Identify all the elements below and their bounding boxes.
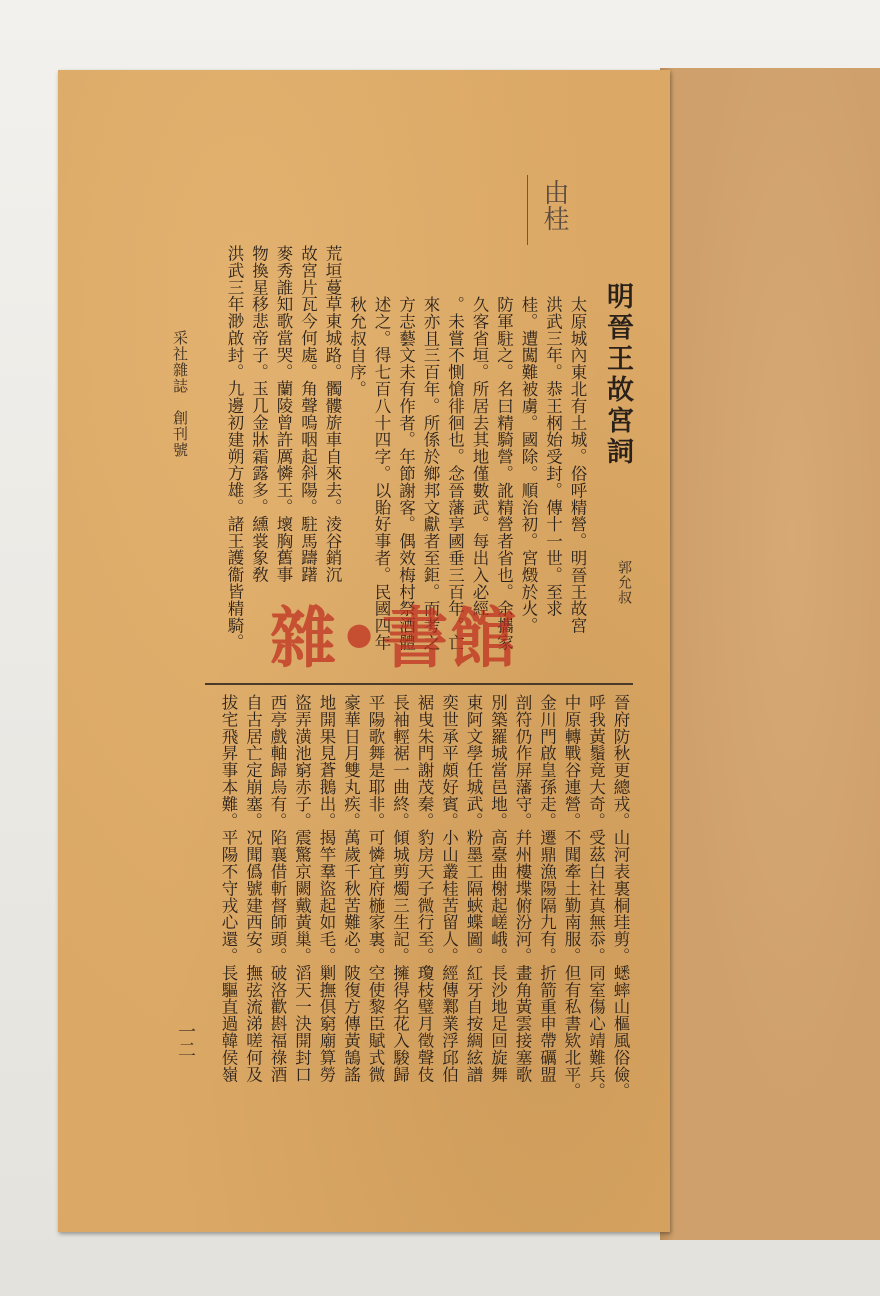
- lower-text-column: 中原轉戰谷連營。不聞牽土勤南服。但有私書欵北平。: [562, 694, 581, 1100]
- upper-text-column: 桂。遭闖難被虜。國除。順治初。宮燬於火。: [519, 296, 538, 634]
- upper-text-column: 。未嘗不惻愴徘徊也。念晉藩享國垂三百年。亡: [445, 296, 465, 651]
- lower-text-column: 奕世承平頗好賓。小山叢桂苦留人。經傳鄴業浮邱伯: [439, 694, 459, 1083]
- lower-text-column: 東阿文學任城武。粉墨工隔蛺蝶圖。紅牙自按綢絃譜: [464, 694, 483, 1083]
- magazine-footer: 采社雜誌 創刊號: [171, 330, 189, 458]
- lower-text-column: 自古居亡定崩塞。况聞僞號建西安。撫弦流涕嗟何及: [243, 694, 263, 1083]
- lower-text-column: 剖符仍作屏藩守。幷州樓堞俯汾河。畫角黃雲接塞歌: [513, 694, 532, 1083]
- lower-text-column: 平陽歌舞是耶非。可憐宜府椸家裏。空使黎臣賦式微: [366, 694, 385, 1083]
- upper-text-column: 久客省垣。所居去其地僅數武。每出入必經: [470, 296, 489, 618]
- poem-title: 明晉王故宮詞: [602, 282, 633, 468]
- lower-text-column: 盜弄潢池窮赤子。震驚京闕戴黃巢。滔天一決開封口: [292, 694, 312, 1083]
- lower-text-column: 晉府防秋更總戎。山河表裏桐珪剪。蟋蟀山樞風俗儉。: [611, 694, 630, 1100]
- lower-text-column: 呼我黃鬚竟大奇。受茲白社真無忝。同室傷心靖難兵。: [586, 694, 606, 1100]
- library-stamp: [527, 175, 580, 245]
- upper-text-column: 來亦且三百年。所係於鄉邦文獻者至鉅。而考之: [421, 296, 440, 651]
- upper-text-column: 荒垣蔓草東城路。髑髏旂車自來去。淩谷銷沉: [323, 245, 342, 583]
- lower-text-column: 拔宅飛昇事本難。平陽不守戎心還。長驅直過韓侯嶺: [219, 694, 238, 1083]
- upper-text-column: 麥秀誰知歌當哭。蘭陵曾許厲憐王。壞胸舊事: [274, 245, 293, 583]
- watermark: [270, 592, 610, 677]
- folded-page-edge: [660, 68, 880, 1240]
- stamp-text: 由桂: [539, 179, 569, 231]
- author-name: 郭允叔: [616, 560, 632, 605]
- upper-text-column: 故宮片瓦今何處。角聲嗚咽起斜陽。駐馬躊躇: [298, 245, 318, 583]
- section-divider: [205, 683, 633, 685]
- upper-text-column: 秋允叔自序。: [347, 296, 367, 398]
- upper-text-column: 物換星移悲帝子。玉几金牀霜露多。纁裳象敎: [249, 245, 269, 583]
- page-number: 一二: [175, 1022, 196, 1058]
- lower-text-column: 裾曳朱門謝茂秦。豹房天子微行至。瓊枝璧月徵聲伎: [415, 694, 434, 1083]
- upper-text-column: 述之。得七百八十四字。以貽好事者。民國四年: [372, 296, 391, 651]
- lower-text-column: 地開果見蒼鵝出。揭竿羣盜起如毛。剿撫俱窮廟算勞: [317, 694, 336, 1083]
- upper-text-column: 方志藝文未有作者。年節謝客。偶效梅村祭酒體: [396, 296, 416, 651]
- upper-text-column: 太原城內東北有土城。俗呼精營。明晉王故宮: [568, 296, 587, 634]
- lower-text-column: 金川門啟皇孫走。遷鼎漁陽隔九有。折箭重申帶礪盟: [537, 694, 557, 1083]
- lower-text-column: 西亭戲軸歸烏有。陷襄借斬督師頭。破洛歡斟福祿酒: [268, 694, 287, 1083]
- upper-text-column: 洪武三年。恭王㭎始受封。傳十一世。至求: [543, 296, 563, 618]
- watermark-text: 雜•書館: [270, 598, 519, 677]
- lower-text-column: 長袖輕裾一曲終。傾城剪燭三生記。擁得名花入駿歸: [390, 694, 410, 1083]
- upper-text-column: 防軍駐之。名曰精騎營。訛精營者省也。余攜家: [494, 296, 514, 651]
- upper-text-column: 洪武三年渺啟封。九邊初建朔方雄。諸王護衞皆精騎。: [225, 245, 244, 651]
- lower-text-column: 豪華日月雙丸疾。萬歲千秋苦難必。陂復方傳黃鵠謠: [341, 694, 361, 1083]
- lower-text-column: 別築羅城當邑地。高臺曲榭起嵯峨。長沙地足回旋舞: [488, 694, 508, 1083]
